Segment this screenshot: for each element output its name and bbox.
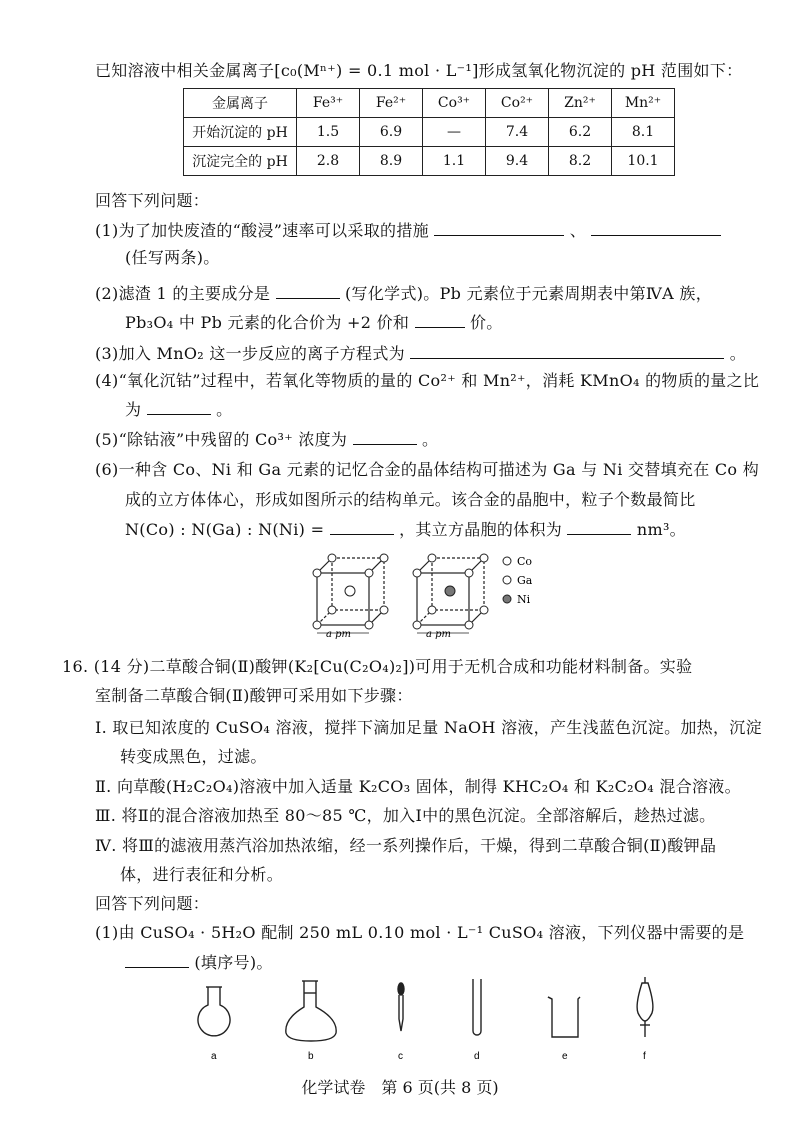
q15-6a: (6)一种含 Co、Ni 和 Ga 元素的记忆合金的晶体结构可描述为 Ga 与 Ni 交替填充在 Co 构 (95, 460, 760, 479)
table-header-cell: Co³⁺ (423, 89, 486, 118)
table-header-cell: Zn²⁺ (549, 89, 612, 118)
apparatus-label-e: e (562, 1051, 568, 1062)
table-cell: 1.5 (297, 118, 360, 147)
q16-step-3: Ⅲ. 将Ⅱ的混合溶液加热至 80～85 ℃，加入Ⅰ中的黑色沉淀。全部溶解后，趁热过滤。 (95, 806, 716, 825)
q15-6c-text: N(Co) : N(Ga) : N(Ni) = (125, 520, 325, 539)
table-header-row (184, 89, 675, 118)
table-cell: 8.9 (360, 147, 423, 176)
q15-2-text: (2)滤渣 1 的主要成分是 (95, 284, 271, 303)
table-cell: 2.8 (297, 147, 360, 176)
table-header-cell: Fe²⁺ (360, 89, 423, 118)
apparatus-label-a: a (211, 1051, 217, 1062)
legend-ni: Ni (517, 593, 531, 606)
q16-step-4: Ⅳ. 将Ⅲ的滤液用蒸汽浴加热浓缩，经一系列操作后，干燥，得到二草酸合铜(Ⅱ)酸钾晶 (95, 836, 717, 855)
q15-5-text-post: 。 (422, 430, 439, 449)
legend-ga: Ga (517, 574, 533, 587)
table-header-cell: 金属离子 (184, 89, 297, 118)
q15-3-text-post: 。 (729, 344, 747, 363)
dropper-icon (398, 983, 404, 1031)
q15-5 (95, 428, 438, 451)
intro-text: 已知溶液中相关金属离子[c₀(Mⁿ⁺) = 0.1 mol · L⁻¹]形成氢氧化物沉淀的 pH 范围如下： (95, 61, 743, 80)
table-cell: 8.2 (549, 147, 612, 176)
q15-4-blank[interactable] (147, 398, 211, 415)
apparatus-label-c: c (398, 1051, 403, 1062)
q15-6-blank-2[interactable] (567, 518, 631, 535)
q16-heading-2: 室制备二草酸合铜(Ⅱ)酸钾可采用如下步骤： (95, 686, 413, 705)
q16-1b-text: (填序号)。 (194, 953, 273, 972)
crystal-structure-figure (300, 545, 560, 645)
table-cell: 1.1 (423, 147, 486, 176)
q15-4b-text-post: 。 (216, 400, 233, 419)
q15-1 (95, 219, 721, 242)
q15-3 (95, 342, 746, 365)
table-header-cell: Fe³⁺ (297, 89, 360, 118)
q16-1: (1)由 CuSO₄ · 5H₂O 配制 250 mL 0.10 mol · L⁻¹ CuSO₄ 溶液，下列仪器中需要的是 (95, 923, 745, 942)
q16-step-1b: 转变成黑色，过滤。 (120, 747, 267, 766)
q15-3-blank[interactable] (410, 342, 724, 359)
q15-4b-text: 为 (125, 400, 142, 419)
answer-prompt-16: 回答下列问题： (95, 894, 210, 913)
q15-6c-text-mid: ，其立方晶胞的体积为 (399, 520, 563, 539)
q16-heading: 16. (14 分)二草酸合铜(Ⅱ)酸钾(K₂[Cu(C₂O₄)₂])可用于无机合成和功能材料制备。实验 (62, 657, 693, 676)
separatory-funnel-icon (637, 977, 653, 1037)
q16-1b (125, 951, 273, 974)
table-row (184, 118, 675, 147)
q15-4: (4)“氧化沉钴”过程中，若氧化等物质的量的 Co²⁺ 和 Mn²⁺，消耗 KMnO₄ 的物质的量之比 (95, 371, 760, 390)
table-cell: 9.4 (486, 147, 549, 176)
q15-6-blank-1[interactable] (330, 518, 394, 535)
cell-label-left: a pm (326, 629, 352, 640)
q15-6c (125, 518, 686, 541)
q15-1-text: (1)为了加快废渣的“酸浸”速率可以采取的措施 (95, 221, 429, 240)
volumetric-flask-icon (286, 981, 336, 1041)
table-cell: 7.4 (486, 118, 549, 147)
table-row (184, 147, 675, 176)
q15-5-text: (5)“除钴液”中残留的 Co³⁺ 浓度为 (95, 430, 348, 449)
legend-co: Co (517, 555, 533, 568)
q16-step-1: Ⅰ. 取已知浓度的 CuSO₄ 溶液，搅拌下滴加足量 NaOH 溶液，产生浅蓝色沉淀。加热，沉淀 (95, 718, 762, 737)
q15-4b (125, 398, 232, 421)
answer-prompt-15: 回答下列问题： (95, 191, 210, 210)
q15-1-blank-1[interactable] (434, 219, 564, 236)
ion-ph-table (183, 88, 675, 176)
table-cell: 10.1 (612, 147, 675, 176)
q15-2b-text: Pb₃O₄ 中 Pb 元素的化合价为 +2 价和 (125, 313, 410, 332)
apparatus-label-f: f (643, 1051, 646, 1062)
q15-5-blank[interactable] (353, 428, 417, 445)
q15-6c-text-post: nm³。 (636, 520, 686, 539)
table-cell: 8.1 (612, 118, 675, 147)
q15-2 (95, 282, 712, 305)
test-tube-icon (473, 979, 481, 1035)
q15-2-blank-2[interactable] (415, 311, 465, 328)
apparatus-figure (180, 975, 680, 1065)
q16-step-4b: 体，进行表征和分析。 (120, 865, 284, 884)
q15-2-blank-1[interactable] (276, 282, 340, 299)
q15-2b (125, 311, 503, 334)
table-cell: 6.2 (549, 118, 612, 147)
apparatus-label-b: b (308, 1051, 314, 1062)
page-footer: 化学试卷 第 6 页(共 8 页) (301, 1078, 499, 1097)
q15-1-separator: 、 (569, 221, 587, 240)
q15-1-note: (任写两条)。 (125, 248, 220, 267)
q15-2b-text-post: 价。 (469, 313, 503, 332)
table-cell: — (423, 118, 486, 147)
q16-step-2: Ⅱ. 向草酸(H₂C₂O₄)溶液中加入适量 K₂CO₃ 固体，制得 KHC₂O₄ 和 K₂C₂O₄ 混合溶液。 (95, 777, 741, 796)
round-bottom-flask-icon (198, 987, 230, 1036)
q16-1-blank[interactable] (125, 951, 189, 968)
table-cell: 开始沉淀的 pH (184, 118, 297, 147)
cell-label-right: a pm (426, 629, 452, 640)
legend (503, 557, 511, 603)
table-header-cell: Co²⁺ (486, 89, 549, 118)
beaker-icon (548, 997, 580, 1037)
q15-2-text-post: (写化学式)。Pb 元素位于元素周期表中第ⅣA 族， (345, 284, 713, 303)
table-cell: 6.9 (360, 118, 423, 147)
q15-1-blank-2[interactable] (591, 219, 721, 236)
q15-3-text: (3)加入 MnO₂ 这一步反应的离子方程式为 (95, 344, 405, 363)
table-header-cell: Mn²⁺ (612, 89, 675, 118)
table-cell: 沉淀完全的 pH (184, 147, 297, 176)
apparatus-label-d: d (474, 1051, 480, 1062)
q15-6b: 成的立方体体心，形成如图所示的结构单元。该合金的晶胞中，粒子个数最简比 (125, 490, 696, 509)
